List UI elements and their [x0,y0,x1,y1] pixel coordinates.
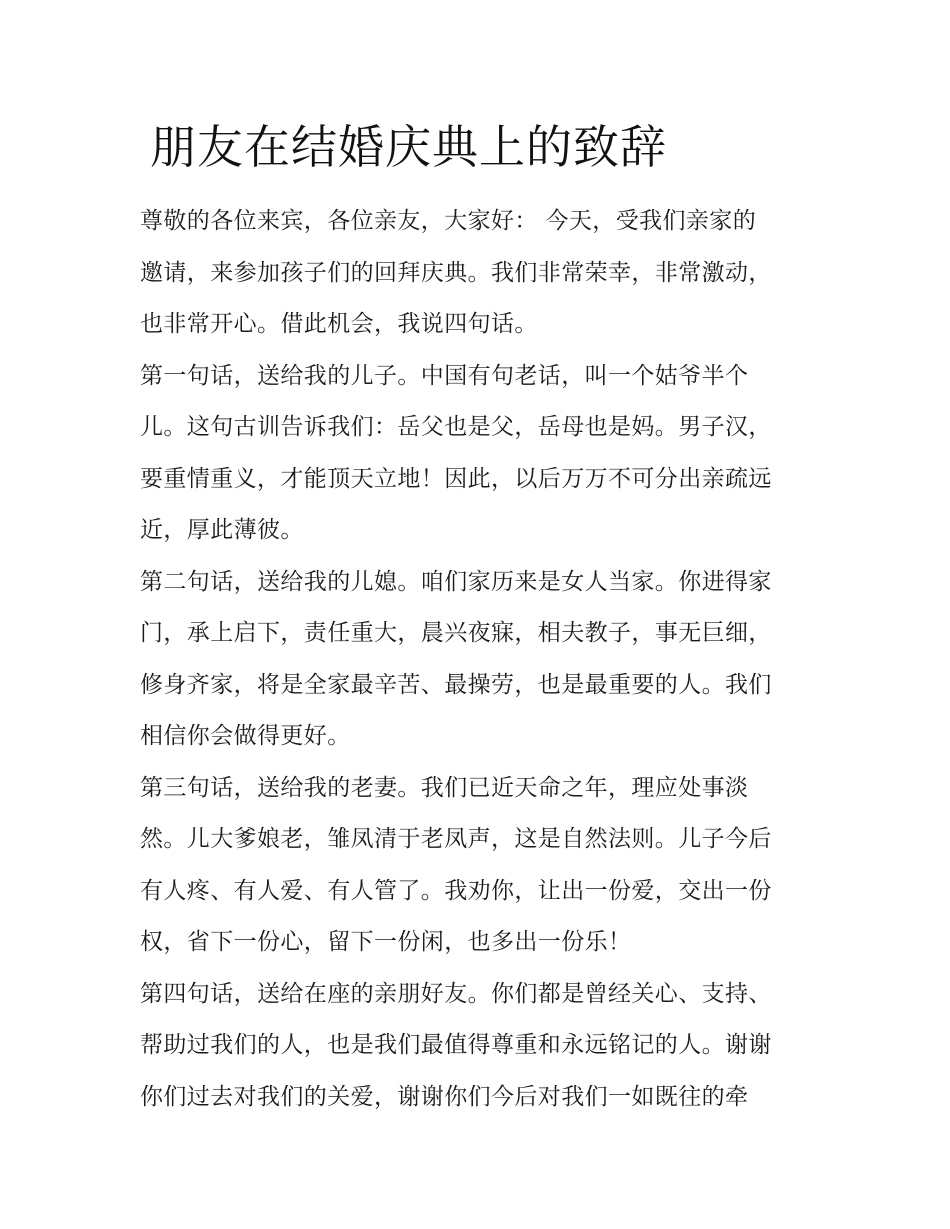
text-line: 有人疼、有人爱、有人管了。我劝你，让出一份爱，交出一份 [140,877,772,904]
speech-body [140,196,812,1123]
text-line: 要重情重义，才能顶天立地！因此，以后万万不可分出亲疏远 [140,465,772,492]
text-line: 然。儿大爹娘老，雏凤清于老凤声，这是自然法则。儿子今后 [140,826,772,852]
text-line: 邀请，来参加孩子们的回拜庆典。我们非常荣幸，非常激动， [140,259,772,286]
text-line: 儿。这句古训告诉我们：岳父也是父，岳母也是妈。男子汉， [140,414,772,440]
text-line: 相信你会做得更好。 [140,723,351,749]
page-title: 朋友在结婚庆典上的致辞 [150,120,667,174]
text-line: 近，厚此薄彼。 [140,517,304,543]
text-line: 门，承上启下，责任重大，晨兴夜寐，相夫教子，事无巨细， [140,620,772,646]
text-line: 修身齐家，将是全家最辛苦、最操劳，也是最重要的人。我们 [140,671,772,698]
text-line: 第二句话，送给我的儿媳。咱们家历来是女人当家。你进得家 [140,568,772,595]
text-line: 帮助过我们的人，也是我们最值得尊重和永远铭记的人。谢谢 [140,1032,772,1058]
text-line: 也非常开心。借此机会，我说四句话。 [140,311,538,337]
text-line: 第三句话，送给我的老妻。我们已近天命之年，理应处事淡 [140,774,749,801]
text-line: 第四句话，送给在座的亲朋好友。你们都是曾经关心、支持、 [140,980,772,1007]
text-line: 尊敬的各位来宾，各位亲友，大家好： 今天，受我们亲家的 [140,208,757,234]
text-line: 权，省下一份心，留下一份闲，也多出一份乐！ [140,929,632,955]
text-line: 第一句话，送给我的儿子。中国有句老话，叫一个姑爷半个 [140,362,749,389]
text-line: 你们过去对我们的关爱，谢谢你们今后对我们一如既往的牵 [140,1083,749,1110]
